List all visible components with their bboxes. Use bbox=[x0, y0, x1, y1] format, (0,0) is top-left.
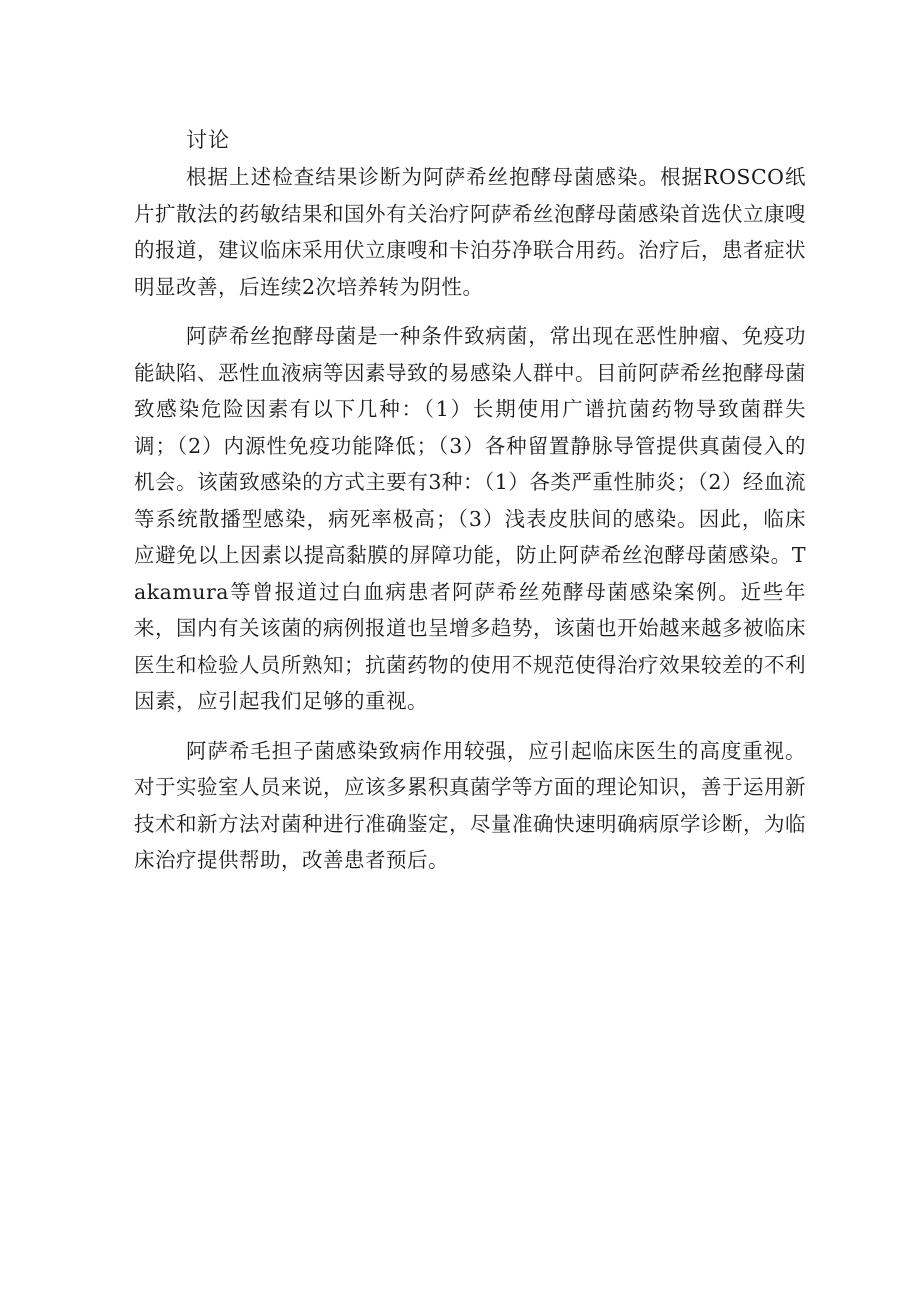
paragraph-diagnosis-treatment: 根据上述检查结果诊断为阿萨希丝抱酵母菌感染。根据ROSCO纸片扩散法的药敏结果和国外有关治疗阿萨希丝泡酵母菌感染首选伏立康嗖的报道，建议临床采用伏立康嗖和卡泊芬净联合用药。治疗后，患者症状明显改善，后连续2次培养转为阴性。 bbox=[134, 165, 806, 299]
document-page bbox=[134, 122, 806, 892]
section-heading: 讨论 bbox=[186, 128, 230, 152]
paragraph-recommendation: 阿萨希毛担子菌感染致病作用较强，应引起临床医生的高度重视。对于实验室人员来说，应该多累积真菌学等方面的理论知识，善于运用新技术和新方法对菌种进行准确鉴定，尽量准确快速明确病原学诊断，为临床治疗提供帮助，改善患者预后。 bbox=[134, 738, 806, 872]
paragraph-risk-factors: 阿萨希丝抱酵母菌是一种条件致病菌，常出现在恶性肿瘤、免疫功能缺陷、恶性血液病等因素导致的易感染人群中。目前阿萨希丝抱酵母菌致感染危险因素有以下几种：（1）长期使用广谱抗菌药物导致菌群失调；（2）内源性免疫功能降低；（3）各种留置静脉导管提供真菌侵入的机会。该菌致感染的方式主要有3种：（1）各类严重性肺炎；（2）经血流等系统散播型感染，病死率极高；（3）浅表皮肤间的感染。因此，临床应避免以上因素以提高黏膜的屏障功能，防止阿萨希丝泡酵母菌感染。Takamura等曾报道过白血病患者阿萨希丝苑酵母菌感染案例。近些年来，国内有关该菌的病例报道也呈增多趋势，该菌也开始越来越多被临床医生和检验人员所熟知；抗菌药物的使用不规范使得治疗效果较差的不利因素，应引起我们足够的重视。 bbox=[134, 324, 806, 713]
